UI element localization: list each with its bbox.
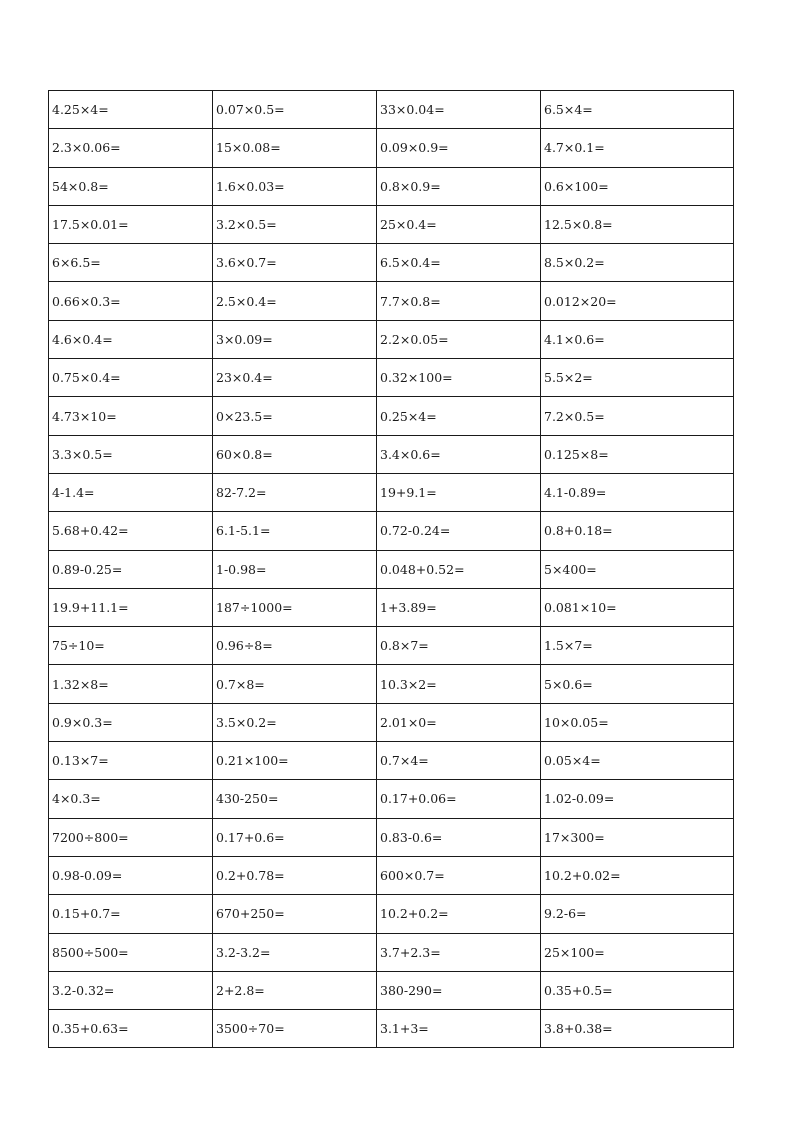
problem-cell[interactable]: 0.2+0.78= <box>213 856 377 894</box>
problem-cell[interactable]: 0.96÷8= <box>213 627 377 665</box>
problem-cell[interactable]: 3500÷70= <box>213 1010 377 1048</box>
problem-cell[interactable]: 1+3.89= <box>377 588 541 626</box>
problem-cell[interactable]: 3.1+3= <box>377 1010 541 1048</box>
problem-cell[interactable]: 0.012×20= <box>541 282 734 320</box>
table-row <box>49 742 734 780</box>
problem-cell[interactable]: 0.8×7= <box>377 627 541 665</box>
problem-cell[interactable]: 3.2×0.5= <box>213 205 377 243</box>
problem-cell[interactable]: 4.73×10= <box>49 397 213 435</box>
table-row <box>49 588 734 626</box>
problem-cell[interactable]: 25×0.4= <box>377 205 541 243</box>
problem-cell[interactable]: 5×400= <box>541 550 734 588</box>
problem-cell[interactable]: 0.35+0.63= <box>49 1010 213 1048</box>
problem-cell[interactable]: 5.5×2= <box>541 359 734 397</box>
problem-cell[interactable]: 3.2-3.2= <box>213 933 377 971</box>
problem-cell[interactable]: 0.89-0.25= <box>49 550 213 588</box>
table-row <box>49 244 734 282</box>
problem-cell[interactable]: 6.1-5.1= <box>213 512 377 550</box>
problem-cell[interactable]: 3×0.09= <box>213 320 377 358</box>
worksheet-body <box>49 91 734 1048</box>
problem-cell[interactable]: 6.5×0.4= <box>377 244 541 282</box>
problem-cell[interactable]: 0.32×100= <box>377 359 541 397</box>
problem-cell[interactable]: 8500÷500= <box>49 933 213 971</box>
problem-cell[interactable]: 430-250= <box>213 780 377 818</box>
problem-cell[interactable]: 0.8+0.18= <box>541 512 734 550</box>
table-row <box>49 512 734 550</box>
problem-cell[interactable]: 10.2+0.02= <box>541 856 734 894</box>
problem-cell[interactable]: 4.25×4= <box>49 91 213 129</box>
problem-cell[interactable]: 3.2-0.32= <box>49 971 213 1009</box>
problem-cell[interactable]: 380-290= <box>377 971 541 1009</box>
problem-cell[interactable]: 4-1.4= <box>49 473 213 511</box>
problem-cell[interactable]: 7200÷800= <box>49 818 213 856</box>
problem-cell[interactable]: 10.3×2= <box>377 665 541 703</box>
table-row <box>49 665 734 703</box>
table-row <box>49 320 734 358</box>
problem-cell[interactable]: 2.01×0= <box>377 703 541 741</box>
table-row <box>49 627 734 665</box>
problem-cell[interactable]: 2.5×0.4= <box>213 282 377 320</box>
table-row <box>49 703 734 741</box>
problem-cell[interactable]: 187÷1000= <box>213 588 377 626</box>
problem-cell[interactable]: 0.09×0.9= <box>377 129 541 167</box>
problem-cell[interactable]: 25×100= <box>541 933 734 971</box>
table-row <box>49 282 734 320</box>
problem-cell[interactable]: 2.2×0.05= <box>377 320 541 358</box>
problem-cell[interactable]: 6×6.5= <box>49 244 213 282</box>
problem-cell[interactable]: 3.7+2.3= <box>377 933 541 971</box>
problem-cell[interactable]: 23×0.4= <box>213 359 377 397</box>
problem-cell[interactable]: 1-0.98= <box>213 550 377 588</box>
problem-cell[interactable]: 0.6×100= <box>541 167 734 205</box>
table-row <box>49 818 734 856</box>
problem-cell[interactable]: 1.5×7= <box>541 627 734 665</box>
table-row <box>49 359 734 397</box>
table-row <box>49 971 734 1009</box>
problem-cell[interactable]: 3.3×0.5= <box>49 435 213 473</box>
problem-cell[interactable]: 4.1×0.6= <box>541 320 734 358</box>
problem-cell[interactable]: 0.05×4= <box>541 742 734 780</box>
problem-cell[interactable]: 2.3×0.06= <box>49 129 213 167</box>
problem-cell[interactable]: 4.7×0.1= <box>541 129 734 167</box>
problem-cell[interactable]: 8.5×0.2= <box>541 244 734 282</box>
problem-cell[interactable]: 0×23.5= <box>213 397 377 435</box>
problem-cell[interactable]: 4.1-0.89= <box>541 473 734 511</box>
problem-cell[interactable]: 1.02-0.09= <box>541 780 734 818</box>
table-row <box>49 1010 734 1048</box>
problem-cell[interactable]: 0.7×8= <box>213 665 377 703</box>
table-row <box>49 397 734 435</box>
problem-cell[interactable]: 0.21×100= <box>213 742 377 780</box>
problem-cell[interactable]: 0.83-0.6= <box>377 818 541 856</box>
problem-cell[interactable]: 10×0.05= <box>541 703 734 741</box>
problem-cell[interactable]: 4×0.3= <box>49 780 213 818</box>
problem-cell[interactable]: 0.17+0.06= <box>377 780 541 818</box>
problem-cell[interactable]: 0.35+0.5= <box>541 971 734 1009</box>
table-row <box>49 129 734 167</box>
table-row <box>49 550 734 588</box>
worksheet-table <box>48 90 734 1048</box>
problem-cell[interactable]: 54×0.8= <box>49 167 213 205</box>
problem-cell[interactable]: 82-7.2= <box>213 473 377 511</box>
problem-cell[interactable]: 0.8×0.9= <box>377 167 541 205</box>
table-row <box>49 856 734 894</box>
problem-cell[interactable]: 12.5×0.8= <box>541 205 734 243</box>
problem-cell[interactable]: 2+2.8= <box>213 971 377 1009</box>
table-row <box>49 435 734 473</box>
problem-cell[interactable]: 0.72-0.24= <box>377 512 541 550</box>
problem-cell[interactable]: 0.7×4= <box>377 742 541 780</box>
problem-cell[interactable]: 0.98-0.09= <box>49 856 213 894</box>
problem-cell[interactable]: 1.32×8= <box>49 665 213 703</box>
problem-cell[interactable]: 0.66×0.3= <box>49 282 213 320</box>
problem-cell[interactable]: 0.15+0.7= <box>49 895 213 933</box>
problem-cell[interactable]: 19+9.1= <box>377 473 541 511</box>
problem-cell[interactable]: 60×0.8= <box>213 435 377 473</box>
problem-cell[interactable]: 670+250= <box>213 895 377 933</box>
problem-cell[interactable]: 0.25×4= <box>377 397 541 435</box>
problem-cell[interactable]: 0.125×8= <box>541 435 734 473</box>
problem-cell[interactable]: 0.9×0.3= <box>49 703 213 741</box>
problem-cell[interactable]: 0.75×0.4= <box>49 359 213 397</box>
problem-cell[interactable]: 17.5×0.01= <box>49 205 213 243</box>
problem-cell[interactable]: 5×0.6= <box>541 665 734 703</box>
problem-cell[interactable]: 0.17+0.6= <box>213 818 377 856</box>
table-row <box>49 933 734 971</box>
problem-cell[interactable]: 0.13×7= <box>49 742 213 780</box>
problem-cell[interactable]: 0.07×0.5= <box>213 91 377 129</box>
problem-cell[interactable]: 75÷10= <box>49 627 213 665</box>
problem-cell[interactable]: 3.6×0.7= <box>213 244 377 282</box>
problem-cell[interactable]: 33×0.04= <box>377 91 541 129</box>
problem-cell[interactable]: 9.2-6= <box>541 895 734 933</box>
problem-cell[interactable]: 15×0.08= <box>213 129 377 167</box>
table-row <box>49 205 734 243</box>
problem-cell[interactable]: 600×0.7= <box>377 856 541 894</box>
problem-cell[interactable]: 0.048+0.52= <box>377 550 541 588</box>
table-row <box>49 780 734 818</box>
problem-cell[interactable]: 19.9+11.1= <box>49 588 213 626</box>
problem-cell[interactable]: 7.7×0.8= <box>377 282 541 320</box>
problem-cell[interactable]: 3.4×0.6= <box>377 435 541 473</box>
problem-cell[interactable]: 10.2+0.2= <box>377 895 541 933</box>
problem-cell[interactable]: 4.6×0.4= <box>49 320 213 358</box>
problem-cell[interactable]: 1.6×0.03= <box>213 167 377 205</box>
problem-cell[interactable]: 3.8+0.38= <box>541 1010 734 1048</box>
problem-cell[interactable]: 5.68+0.42= <box>49 512 213 550</box>
table-row <box>49 895 734 933</box>
table-row <box>49 473 734 511</box>
problem-cell[interactable]: 3.5×0.2= <box>213 703 377 741</box>
problem-cell[interactable]: 7.2×0.5= <box>541 397 734 435</box>
table-row <box>49 91 734 129</box>
problem-cell[interactable]: 0.081×10= <box>541 588 734 626</box>
problem-cell[interactable]: 6.5×4= <box>541 91 734 129</box>
problem-cell[interactable]: 17×300= <box>541 818 734 856</box>
table-row <box>49 167 734 205</box>
